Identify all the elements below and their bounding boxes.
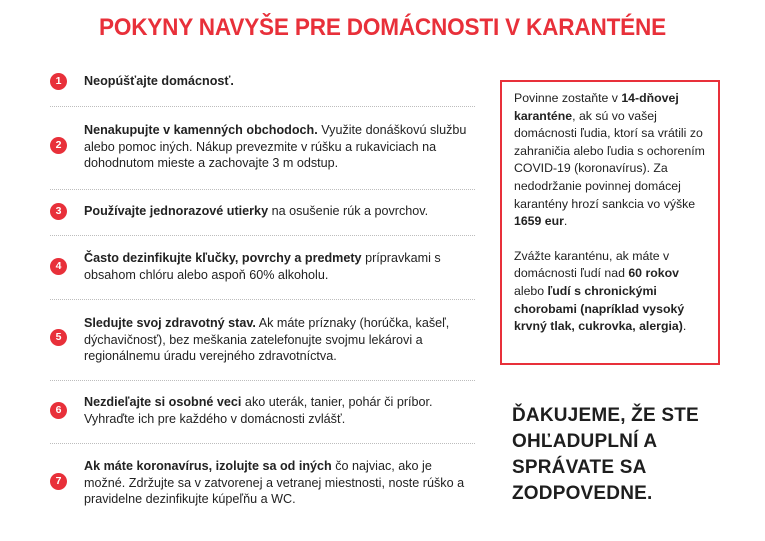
instruction-text: čo najviac, ako je možné. Zdržujte sa v zatvorenej a vetranej miestnosti, noste rúško a pravidelne dezinfikujte kúpeľňu a WC. xyxy=(84,459,465,506)
info-bold: 14-dňovej karanténe xyxy=(514,91,679,123)
info-paragraph-1 xyxy=(514,90,708,231)
instruction-bold: Ak máte koronavírus, izolujte sa od iných xyxy=(84,459,332,473)
thank-you-message: ĎAKUJEME, ŽE STE OHĽADUPLNÍ A SPRÁVATE SA ZODPOVEDNE. xyxy=(512,405,699,504)
quarantine-info-box xyxy=(500,80,720,365)
info-paragraph-2 xyxy=(514,248,708,336)
divider xyxy=(50,106,475,107)
info-bold: 60 rokov xyxy=(628,266,679,281)
instruction-text: Ak máte príznaky (horúčka, kašeľ, dýchavičnosť), bez meškania zatelefonujte svojmu lekárovi a regionálnemu úradu verejného zdravotníctva. xyxy=(84,316,450,363)
instruction-bold: Neopúšťajte domácnosť. xyxy=(84,74,234,88)
divider xyxy=(50,443,475,444)
instruction-bold: Používajte jednorazové utierky xyxy=(84,204,269,218)
number-badge: 1 xyxy=(50,73,67,90)
instruction-text: na osušenie rúk a povrchov. xyxy=(268,204,429,218)
number-badge: 5 xyxy=(50,329,67,346)
instruction-bold: Často dezinfikujte kľučky, povrchy a predmety xyxy=(84,251,362,265)
number-badge: 7 xyxy=(50,473,67,490)
info-bold: ľudí s chronickými chorobami (napríklad vysoký krvný tlak, cukrovka, alergia) xyxy=(514,283,685,334)
instruction-bold: Nenakupujte v kamenných obchodoch. xyxy=(84,123,318,137)
divider xyxy=(50,235,475,236)
instruction-item-4 xyxy=(50,250,470,283)
number-badge: 6 xyxy=(50,402,67,419)
number-badge: 4 xyxy=(50,258,67,275)
instruction-item-3 xyxy=(50,203,470,220)
info-text: , ak sú vo vašej domácnosti ľudia, ktorí sa vrátili zo zahraničia alebo ľudia s ochorením COVID-19 (koronavírus). Za nedodržanie povinnej domácej karantény hrozí sankcia vo výške xyxy=(514,108,705,211)
instruction-item-2 xyxy=(50,122,470,172)
instruction-text: prípravkami s obsahom chlóru alebo aspoň 60% alkoholu. xyxy=(84,251,441,282)
instruction-text: ako uterák, tanier, pohár či príbor. Vyhraďte ich pre každého v domácnosti zvlášť. xyxy=(84,395,433,426)
divider xyxy=(50,380,475,381)
instruction-item-1 xyxy=(50,73,470,90)
info-text: . xyxy=(563,214,568,229)
info-bold: 1659 eur xyxy=(514,214,564,229)
page-title: POKYNY NAVYŠE PRE DOMÁCNOSTI V KARANTÉNE xyxy=(98,14,666,41)
divider xyxy=(50,299,475,300)
instruction-item-6 xyxy=(50,394,470,427)
instruction-item-7 xyxy=(50,458,470,508)
info-text: . xyxy=(682,319,687,334)
instruction-text: Využite donáškovú službu alebo pomoc iných. Nákup prevezmite v rúšku a rukaviciach na dohodnutom mieste a zachovajte 3 m odstup. xyxy=(84,123,467,170)
info-text: alebo xyxy=(514,283,548,298)
number-badge: 3 xyxy=(50,203,67,220)
info-text: Zvážte karanténu, ak máte v domácnosti ľudí nad xyxy=(514,248,670,281)
instruction-bold: Sledujte svoj zdravotný stav. xyxy=(84,316,256,330)
instruction-bold: Nezdieľajte si osobné veci xyxy=(84,395,242,409)
instruction-item-5 xyxy=(50,315,470,365)
info-text: Povinne zostaňte v xyxy=(514,91,622,105)
number-badge: 2 xyxy=(50,137,67,154)
divider xyxy=(50,189,475,190)
